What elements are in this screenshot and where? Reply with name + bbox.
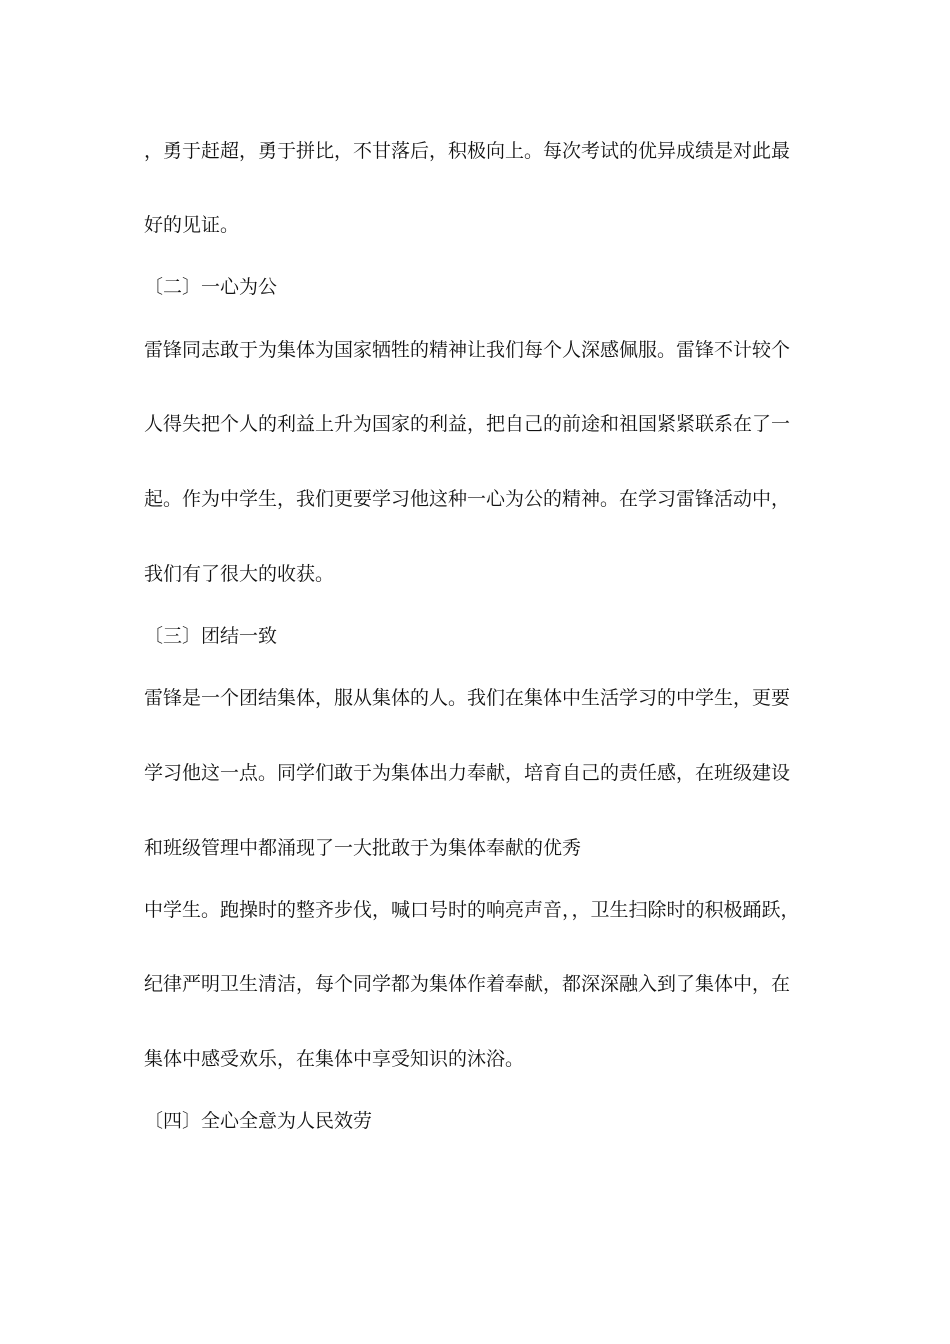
- paragraph-line: 学习他这一点。同学们敢于为集体出力奉献，培育自己的责任感，在班级建设: [144, 762, 791, 784]
- paragraph-line: 人得失把个人的利益上升为国家的利益，把自己的前途和祖国紧紧联系在了一: [144, 413, 791, 435]
- section-heading: 〔二〕一心为公: [144, 276, 278, 298]
- paragraph-line: 中学生。跑操时的整齐步伐，喊口号时的响亮声音，，卫生扫除时的积极踊跃，: [144, 899, 800, 921]
- paragraph-line: 我们有了很大的收获。: [144, 563, 335, 585]
- section-heading: 〔四〕全心全意为人民效劳: [144, 1110, 373, 1132]
- paragraph-line: 和班级管理中都涌现了一大批敢于为集体奉献的优秀: [144, 837, 582, 859]
- paragraph-line: 雷锋同志敢于为集体为国家牺牲的精神让我们每个人深感佩服。雷锋不计较个: [144, 339, 791, 361]
- paragraph-line: 好的见证。: [144, 214, 240, 236]
- paragraph-line: 雷锋是一个团结集体，服从集体的人。我们在集体中生活学习的中学生，更要: [144, 687, 791, 709]
- paragraph-line: ，勇于赶超，勇于拼比，不甘落后，积极向上。每次考试的优异成绩是对此最: [144, 140, 791, 162]
- section-heading: 〔三〕团结一致: [144, 625, 278, 647]
- paragraph-line: 起。作为中学生，我们更要学习他这种一心为公的精神。在学习雷锋活动中，: [144, 488, 791, 510]
- paragraph-line: 集体中感受欢乐，在集体中享受知识的沐浴。: [144, 1048, 525, 1070]
- paragraph-line: 纪律严明卫生清洁，每个同学都为集体作着奉献，都深深融入到了集体中，在: [144, 973, 791, 995]
